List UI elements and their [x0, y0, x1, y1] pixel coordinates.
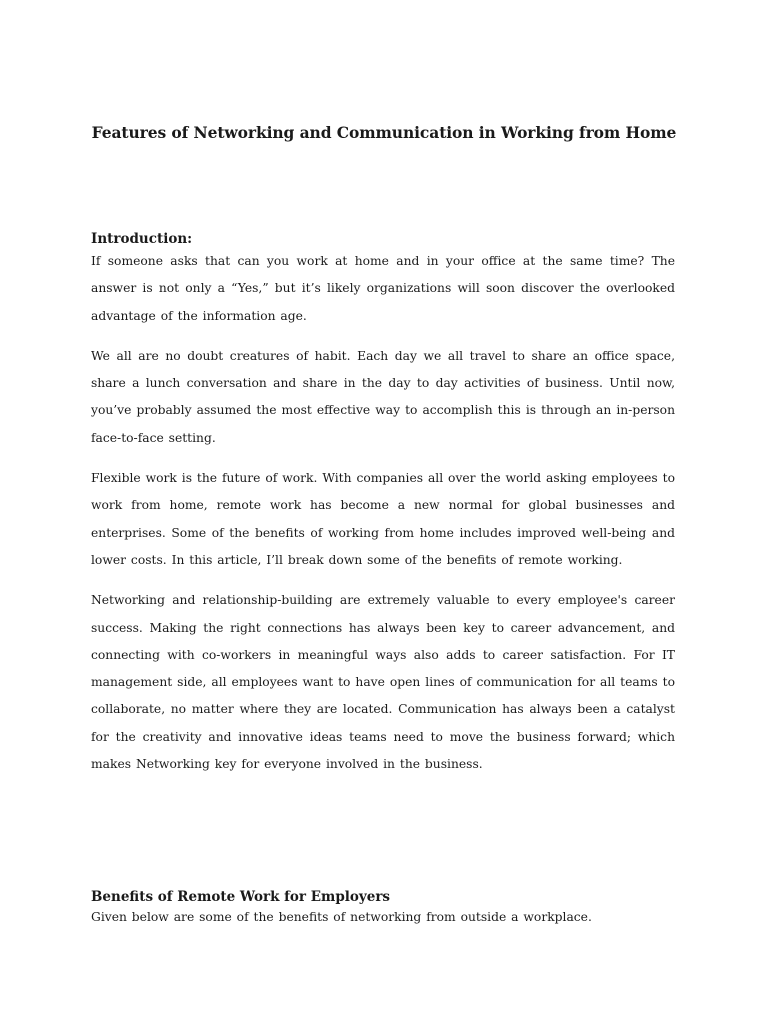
- paragraph-gap: [91, 452, 675, 465]
- document-title: Features of Networking and Communication in Working from Home: [91, 123, 677, 142]
- benefits-heading: Benefits of Remote Work for Employers: [91, 889, 391, 905]
- paragraph-2: We all are no doubt creatures of habit. Each day we all travel to share an office space, share a lunch conversation and share in the day to day activities of business. Until now, you’ve probably assumed the most effective way to accomplish this is through an in-person face-to-face setting.: [91, 348, 675, 445]
- paragraph-4: Networking and relationship-building are extremely valuable to every employee's career success. Making the right connections has always been key to career advancement, and connecting with co-workers in meaningful ways also adds to career satisfaction. For IT management side, all employees want to have open lines of communication for all teams to collaborate, no matter where they are located. Communication has always been a catalyst for the creativity and innovative ideas teams need to move the business forward; which makes Networking key for everyone involved in the business.: [91, 593, 675, 772]
- introduction-section: [91, 230, 675, 778]
- paragraph-gap: [91, 330, 675, 343]
- paragraph-3: Flexible work is the future of work. With companies all over the world asking employees to work from home, remote work has become a new normal for global businesses and enterprises. Some of the benefits of working from home includes improved well-being and lower costs. In this article, I’ll break down some of the benefits of remote working.: [91, 471, 675, 567]
- introduction-heading: Introduction:: [91, 231, 193, 247]
- benefits-intro: Given below are some of the benefits of networking from outside a workplace.: [91, 910, 592, 924]
- paragraph-1: If someone asks that can you work at home and in your office at the same time? The answer is not only a “Yes,” but it’s likely organizations will soon discover the overlooked advantage of the information age.: [91, 254, 675, 323]
- benefits-section: [91, 888, 675, 928]
- paragraph-gap: [91, 574, 675, 587]
